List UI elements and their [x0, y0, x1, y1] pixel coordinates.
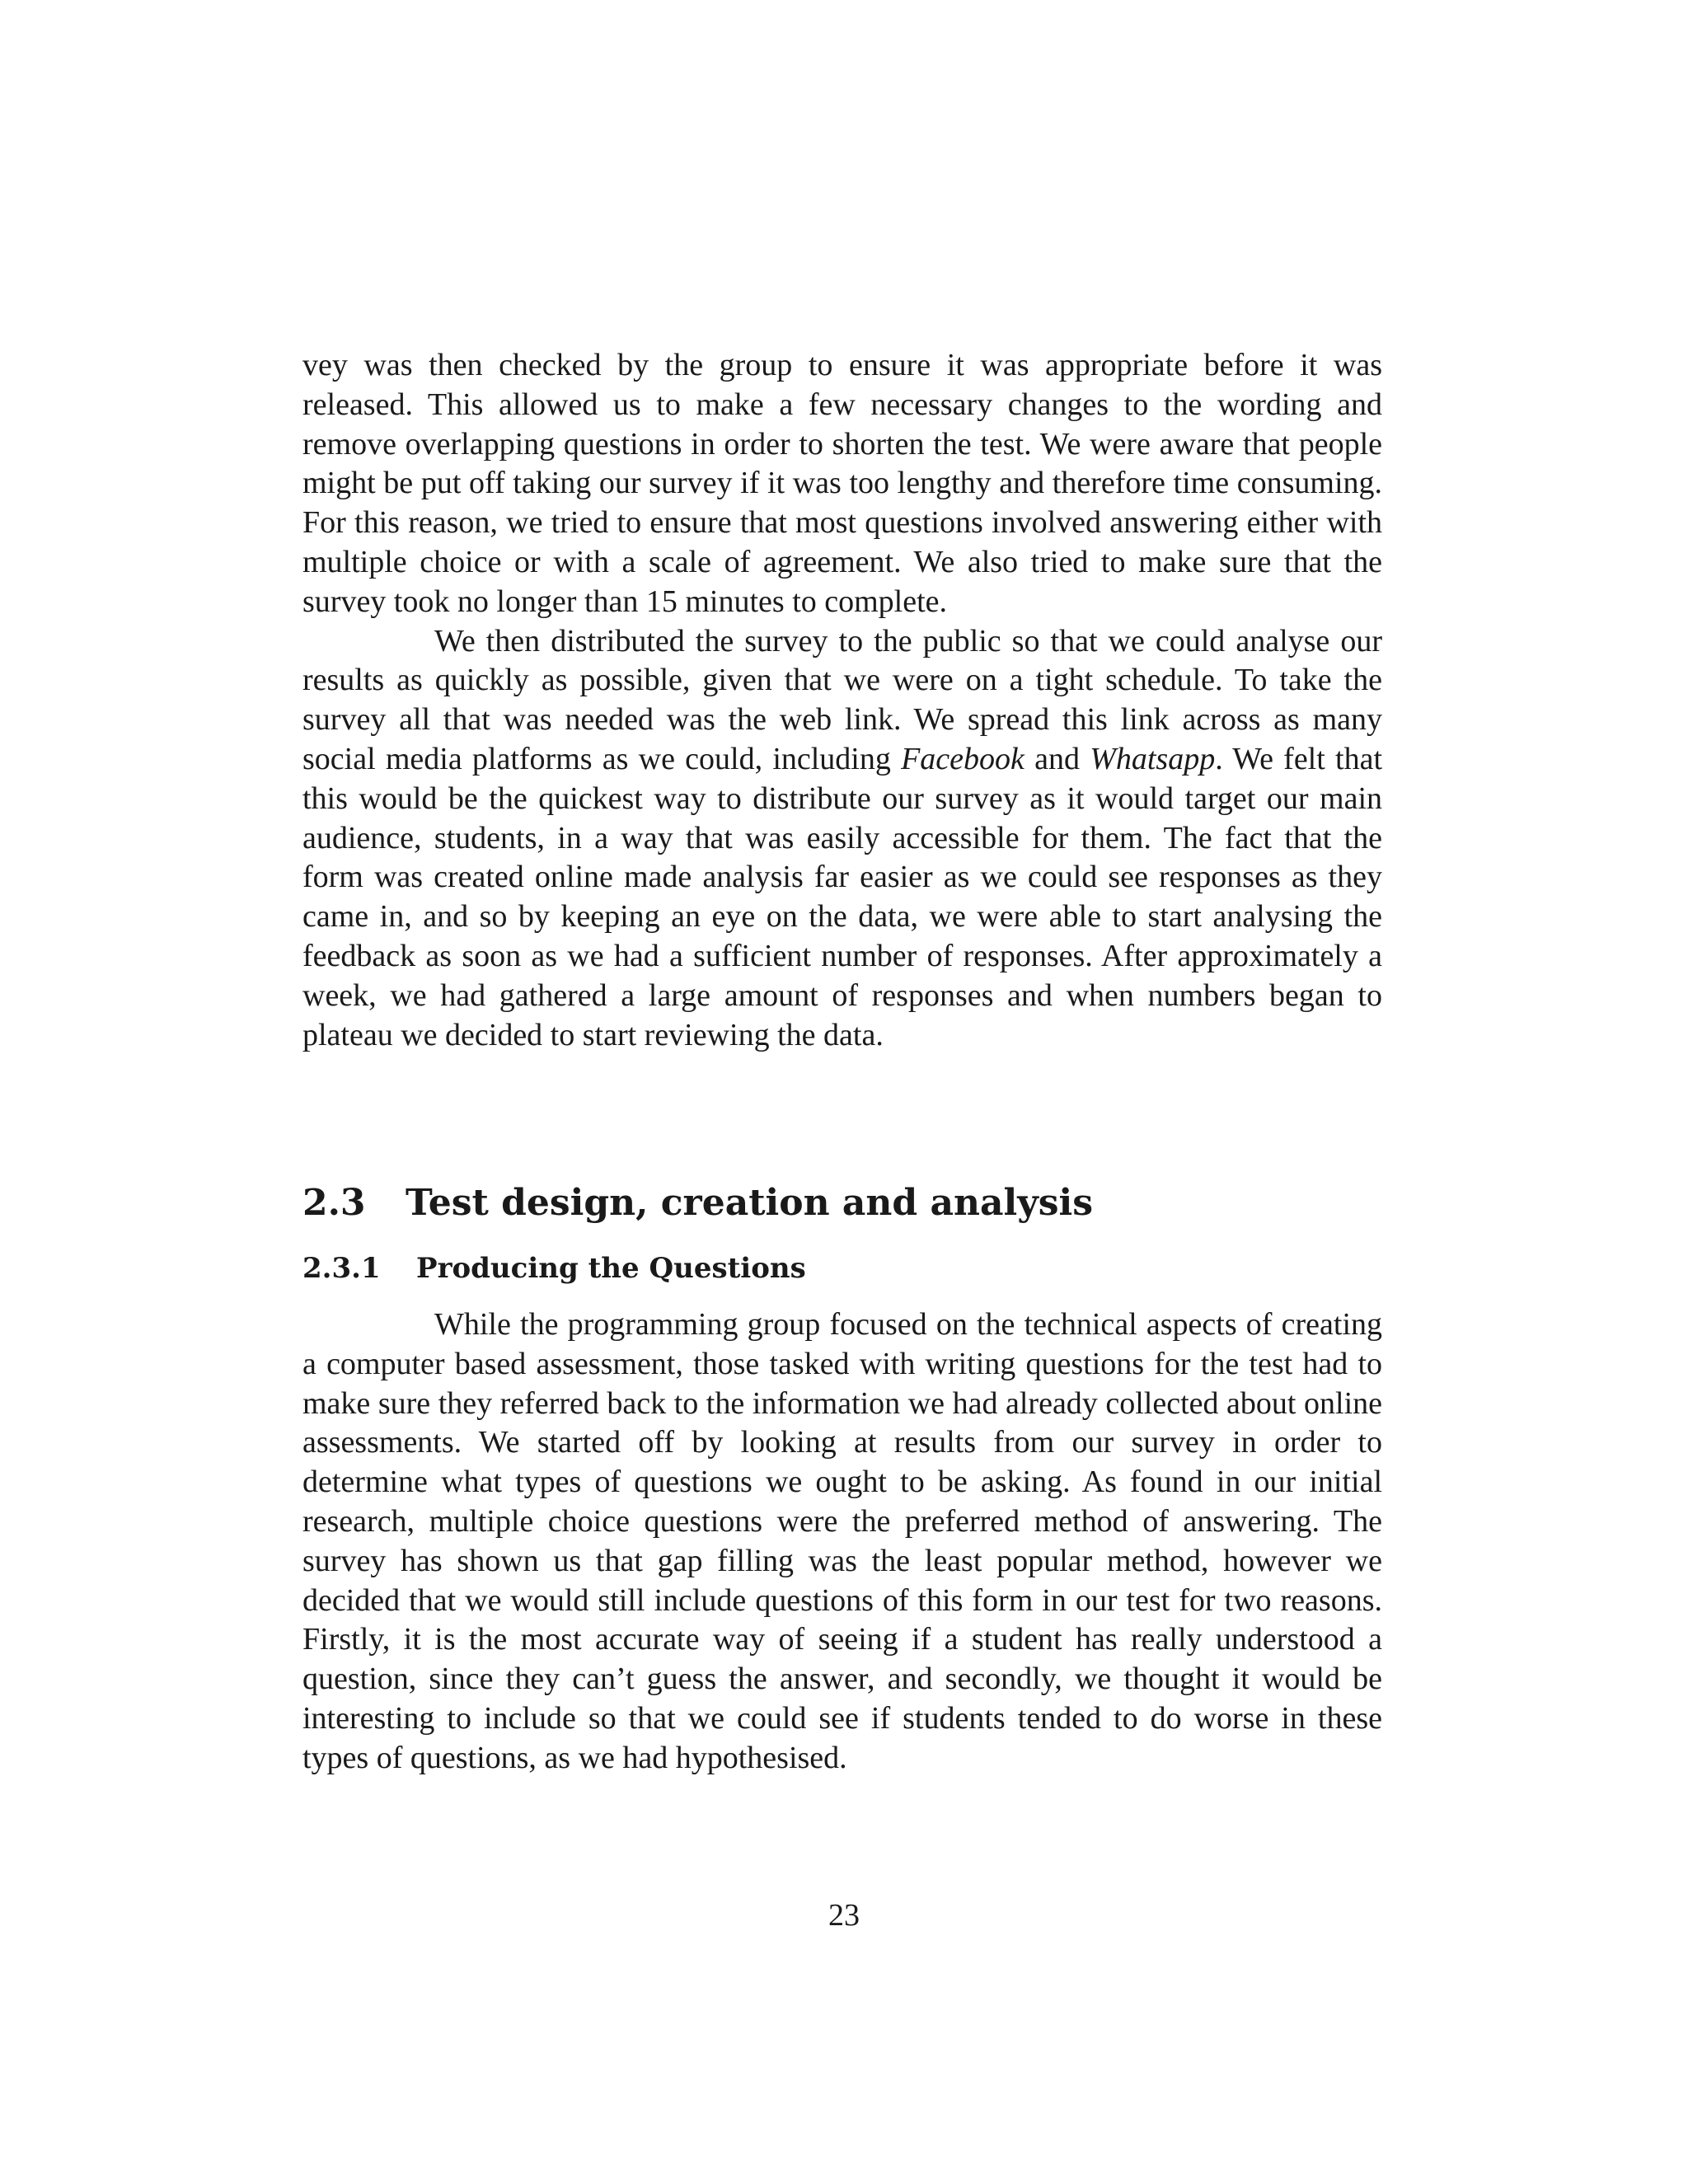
subsection-number: 2.3.1: [302, 1252, 381, 1285]
body-text-top: [302, 346, 1382, 1055]
paragraph-survey-checked: vey was then checked by the group to ensure it was appropriate before it was released. This allowed us to make a few necessary changes to the wording and remove overlapping questions in order to shorten the test. We were aware that people might be put off taking our survey if it was too lengthy and therefore time consuming. For this reason, we tried to ensure that most questions involved answering either with multiple choice or with a scale of agreement. We also tried to make sure that the survey took no longer than 15 minutes to complete.: [302, 348, 1382, 619]
facebook-term: Facebook: [901, 741, 1025, 776]
paragraph-producing-questions: While the programming group focused on the technical aspects of creating a computer based assessment, those tasked with writing questions for the test had to make sure they referred back to the information we had already collected about online assessments. We started off by looking at results from our survey in order to determine what types of questions we ought to be asking. As found in our initial research, multiple choice questions were the preferred method of answering. The survey has shown us that gap filling was the least popular method, however we decided that we would still include questions of this form in our test for two reasons. Firstly, it is the most accurate way of seeing if a student has really understood a question, since they can’t guess the answer, and secondly, we thought it would be interesting to include so that we could see if students tended to do worse in these types of questions, as we had hypothesised.: [302, 1307, 1382, 1775]
subsection-heading: [302, 1249, 1382, 1288]
body-text-bottom: [302, 1305, 1382, 1779]
paragraph-survey-distributed: [302, 622, 1382, 1056]
paragraph-text: . We felt that this would be the quickest way to distribute our survey as it would target our main audience, students, in a way that was easily accessible for them. The fact that the form was created online made analysis far easier as we could see responses as they came in, and so by keeping an eye on the data, we were able to start analysing the feedback as soon as we had a sufficient number of responses. After approximately a week, we had gathered a large amount of responses and when numbers began to plateau we decided to start reviewing the data.: [302, 741, 1382, 1052]
section-number: 2.3: [302, 1182, 366, 1224]
paragraph-text: and: [1024, 741, 1090, 776]
subsection-title: Producing the Questions: [416, 1252, 806, 1285]
section-heading: [302, 1180, 1382, 1226]
section-title: Test design, creation and analysis: [406, 1182, 1094, 1224]
whatsapp-term: Whatsapp: [1090, 741, 1216, 776]
page-number: 23: [828, 1898, 860, 1933]
paragraph-text: We then distributed the survey to the public so that we could analyse our results as quickly as possible, given that we were on a tight schedule. To take the survey all that was needed was the web link. We spread this link across as many social media platforms as we could, including: [302, 623, 1382, 776]
